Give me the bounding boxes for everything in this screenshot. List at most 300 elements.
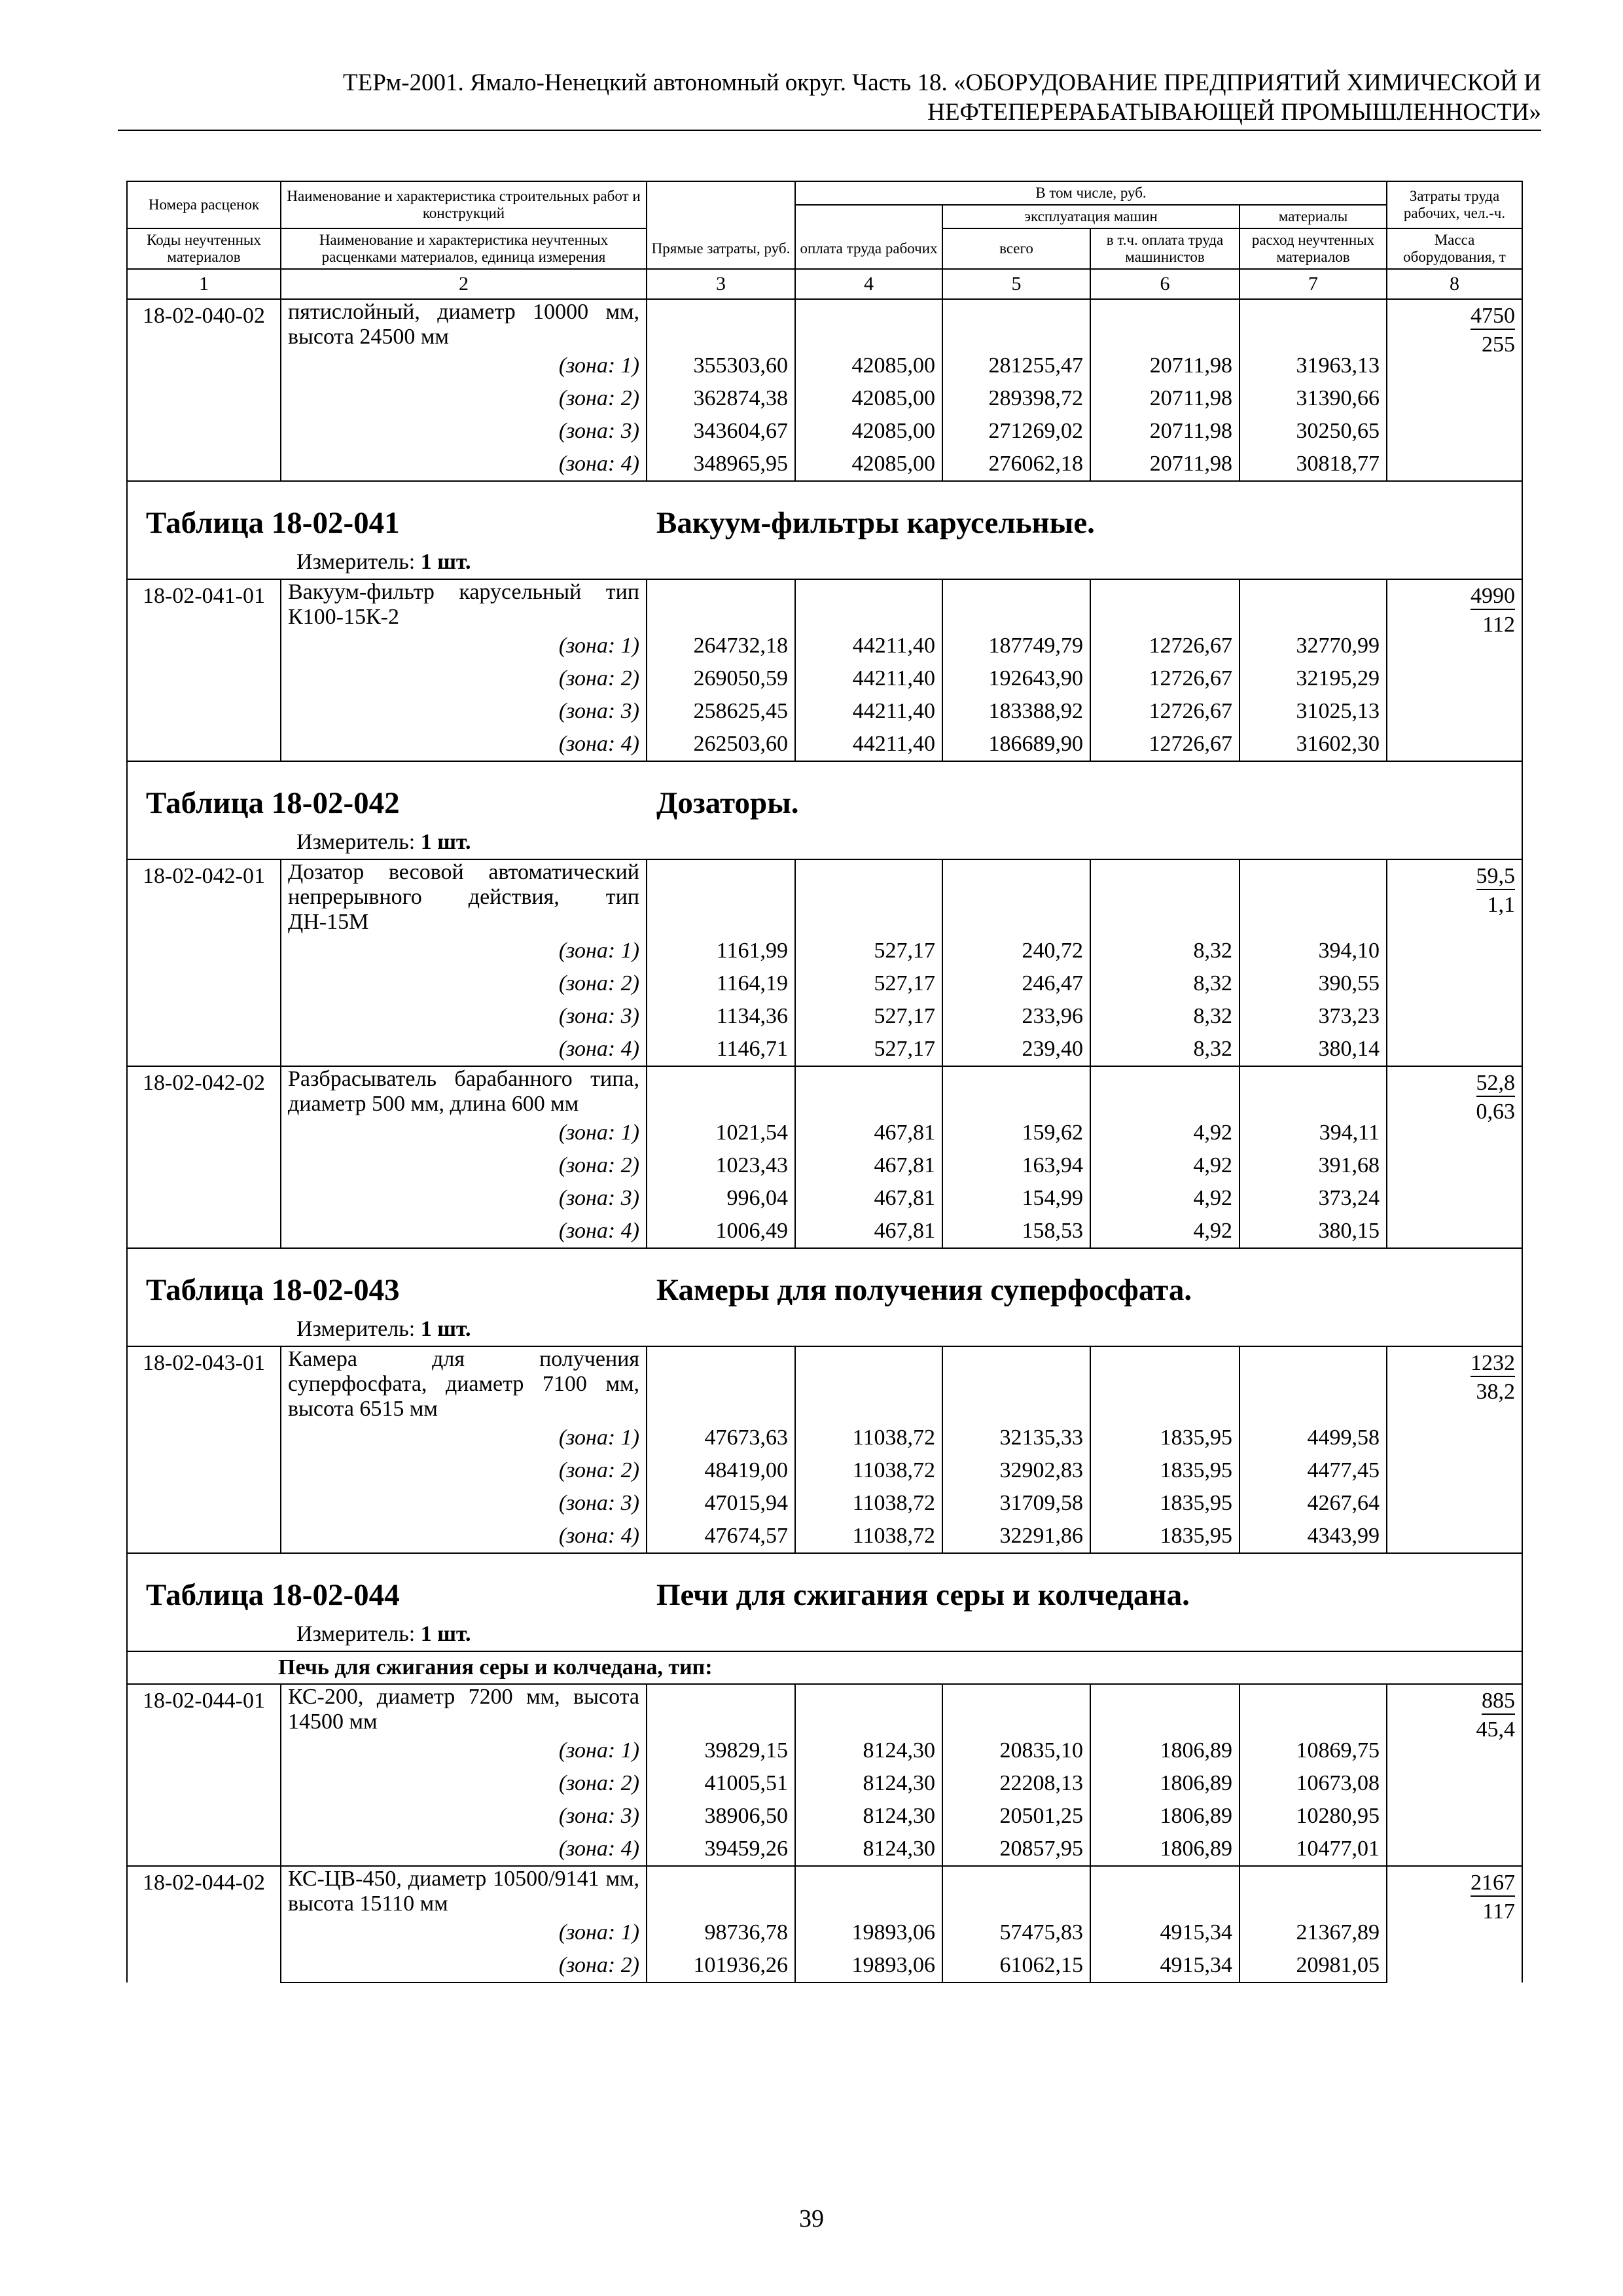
machinist-wages: 12726,67 [1090,630,1240,662]
empty-cell [647,1866,795,1916]
rate-row [127,579,1522,630]
col-unaccounted-name: Наименование и характеристика неучтенных расценками материалов, единица измерения [281,228,647,269]
machinist-wages: 20711,98 [1090,448,1240,481]
machine-costs: 32902,83 [942,1454,1090,1487]
material-costs: 390,55 [1240,967,1387,1000]
empty-cell [942,1866,1090,1916]
table-number: Таблица 18-02-041 [146,506,400,540]
mass-value: 38,2 [1476,1380,1516,1404]
empty-cell [647,299,795,350]
zone-row [127,1520,1522,1553]
direct-costs: 47673,63 [647,1422,795,1454]
machinist-wages: 20711,98 [1090,382,1240,415]
mass-value: 112 [1482,613,1516,637]
empty-cell [1090,859,1240,935]
labor-mass [1387,1866,1522,1982]
empty-cell [1240,299,1387,350]
rates-table [126,181,1523,1983]
machinist-wages: 12726,67 [1090,662,1240,695]
table-section-inner [146,482,1503,579]
worker-wages: 11038,72 [795,1487,942,1520]
table-section-header [127,1553,1522,1651]
empty-cell [795,859,942,935]
zone-label: (зона: 1) [281,1734,647,1767]
rate-row [127,1066,1522,1117]
material-costs: 4267,64 [1240,1487,1387,1520]
labor-mass [1387,579,1522,761]
worker-wages: 42085,00 [795,382,942,415]
col-direct-header-blank [647,181,795,228]
machinist-wages: 4,92 [1090,1182,1240,1215]
header-rule [118,130,1541,131]
machinist-wages: 8,32 [1090,1000,1240,1033]
empty-cell [647,1684,795,1734]
zone-label: (зона: 3) [281,1800,647,1833]
machinist-wages: 1806,89 [1090,1734,1240,1767]
material-costs: 31025,13 [1240,695,1387,728]
machinist-wages: 4,92 [1090,1117,1240,1149]
direct-costs: 362874,38 [647,382,795,415]
machine-costs: 240,72 [942,935,1090,967]
zone-row [127,1215,1522,1248]
direct-costs: 348965,95 [647,448,795,481]
machine-costs: 61062,15 [942,1949,1090,1982]
empty-cell [647,1346,795,1422]
machinist-wages: 4915,34 [1090,1949,1240,1982]
worker-wages: 11038,72 [795,1422,942,1454]
empty-cell [795,1066,942,1117]
machinist-wages: 1835,95 [1090,1454,1240,1487]
material-costs: 373,24 [1240,1182,1387,1215]
table-section-inner [146,762,1503,859]
zone-label: (зона: 3) [281,1182,647,1215]
direct-costs: 1161,99 [647,935,795,967]
zone-label: (зона: 2) [281,382,647,415]
mass-value: 117 [1482,1899,1516,1924]
machine-costs: 20501,25 [942,1800,1090,1833]
zone-label: (зона: 1) [281,1422,647,1454]
zone-row [127,1000,1522,1033]
labor-value: 1232 [1471,1351,1515,1377]
rates-table-body [127,181,1522,1982]
rate-row [127,1684,1522,1734]
material-costs: 30250,65 [1240,415,1387,448]
rate-code: 18-02-042-01 [127,859,281,1066]
empty-cell [1090,1866,1240,1916]
table-section [127,481,1522,579]
machinist-wages: 20711,98 [1090,415,1240,448]
machine-costs: 31709,58 [942,1487,1090,1520]
labor-mass [1387,1346,1522,1553]
machinist-wages: 12726,67 [1090,695,1240,728]
worker-wages: 11038,72 [795,1454,942,1487]
measure-label: Измеритель: [296,830,416,854]
machinist-wages: 12726,67 [1090,728,1240,761]
table-number: Таблица 18-02-044 [146,1578,400,1612]
rate-code: 18-02-040-02 [127,299,281,481]
zone-label: (зона: 1) [281,1916,647,1949]
direct-costs: 996,04 [647,1182,795,1215]
empty-cell [1240,579,1387,630]
material-costs: 32770,99 [1240,630,1387,662]
zone-label: (зона: 1) [281,1117,647,1149]
col-incl-machinists: в т.ч. оплата труда машинистов [1090,228,1240,269]
direct-costs: 47674,57 [647,1520,795,1553]
zone-label: (зона: 2) [281,1949,647,1982]
header-row-1 [127,181,1522,205]
machine-costs: 20857,95 [942,1833,1090,1866]
zone-row [127,1916,1522,1949]
machine-costs: 32135,33 [942,1422,1090,1454]
zone-row [127,1800,1522,1833]
direct-costs: 269050,59 [647,662,795,695]
rate-row [127,1866,1522,1916]
subheader-row [127,1651,1522,1684]
zone-label: (зона: 4) [281,1033,647,1066]
running-header [118,68,1541,127]
machine-costs: 159,62 [942,1117,1090,1149]
machine-costs: 57475,83 [942,1916,1090,1949]
material-costs: 31390,66 [1240,382,1387,415]
worker-wages: 44211,40 [795,695,942,728]
zone-label: (зона: 2) [281,1149,647,1182]
direct-costs: 343604,67 [647,415,795,448]
empty-cell [1240,1684,1387,1734]
rate-description: Дозатор весовой автоматический непрерывного действия, тип ДН-15М [281,859,647,935]
table-title: Камеры для получения суперфосфата. [656,1273,1192,1307]
machinist-wages: 8,32 [1090,1033,1240,1066]
direct-costs: 1164,19 [647,967,795,1000]
zone-row [127,382,1522,415]
col-name: Наименование и характеристика строительных работ и конструкций [281,181,647,228]
labor-mass [1387,1066,1522,1248]
material-costs: 391,68 [1240,1149,1387,1182]
material-costs: 4477,45 [1240,1454,1387,1487]
table-section-inner [146,1249,1503,1346]
direct-costs: 264732,18 [647,630,795,662]
zone-row [127,1422,1522,1454]
mass-value: 1,1 [1487,893,1516,917]
machine-costs: 271269,02 [942,415,1090,448]
machine-costs: 22208,13 [942,1767,1090,1800]
direct-costs: 1023,43 [647,1149,795,1182]
zone-row [127,1033,1522,1066]
material-costs: 20981,05 [1240,1949,1387,1982]
worker-wages: 42085,00 [795,350,942,382]
col-incl-header: В том числе, руб. [795,181,1387,205]
direct-costs: 1006,49 [647,1215,795,1248]
worker-wages: 527,17 [795,935,942,967]
material-costs: 32195,29 [1240,662,1387,695]
empty-cell [1240,1066,1387,1117]
zone-row [127,662,1522,695]
machinist-wages: 1835,95 [1090,1422,1240,1454]
direct-costs: 1134,36 [647,1000,795,1033]
col-number: 4 [795,269,942,299]
labor-value: 885 [1482,1689,1515,1715]
material-costs: 10280,95 [1240,1800,1387,1833]
table-section-header [127,1248,1522,1346]
machine-costs: 163,94 [942,1149,1090,1182]
rate-description: пятислойный, диаметр 10000 мм, высота 24500 мм [281,299,647,350]
direct-costs: 101936,26 [647,1949,795,1982]
worker-wages: 19893,06 [795,1916,942,1949]
zone-row [127,1117,1522,1149]
col-number: 6 [1090,269,1240,299]
material-costs: 380,14 [1240,1033,1387,1066]
empty-cell [942,299,1090,350]
empty-cell [1090,1346,1240,1422]
rate-description: КС-ЦВ-450, диаметр 10500/9141 мм, высота 15110 мм [281,1866,647,1916]
table-number: Таблица 18-02-042 [146,786,400,820]
zone-label: (зона: 1) [281,935,647,967]
direct-costs: 48419,00 [647,1454,795,1487]
machine-costs: 32291,86 [942,1520,1090,1553]
empty-cell [795,579,942,630]
direct-costs: 258625,45 [647,695,795,728]
col-number: 5 [942,269,1090,299]
labor-mass [1387,1684,1522,1866]
running-header-line-1: ТЕРм-2001. Ямало-Ненецкий автономный округ. Часть 18. «ОБОРУДОВАНИЕ ПРЕДПРИЯТИЙ ХИМИЧЕСКОЙ И [343,69,1541,96]
empty-cell [1240,859,1387,935]
material-costs: 394,11 [1240,1117,1387,1149]
rate-row [127,859,1522,935]
machine-costs: 187749,79 [942,630,1090,662]
direct-costs: 38906,50 [647,1800,795,1833]
zone-label: (зона: 4) [281,448,647,481]
rate-description: КС-200, диаметр 7200 мм, высота 14500 мм [281,1684,647,1734]
zone-label: (зона: 4) [281,1215,647,1248]
col-labor: Затраты труда рабочих, чел.-ч. [1387,181,1522,228]
direct-costs: 39459,26 [647,1833,795,1866]
worker-wages: 44211,40 [795,728,942,761]
machine-costs: 239,40 [942,1033,1090,1066]
zone-label: (зона: 1) [281,350,647,382]
page-number: 39 [799,2205,824,2233]
machinist-wages: 4915,34 [1090,1916,1240,1949]
worker-wages: 19893,06 [795,1949,942,1982]
table-title: Вакуум-фильтры карусельные. [656,506,1095,540]
zone-row [127,1487,1522,1520]
table-title: Печи для сжигания серы и колчедана. [656,1578,1190,1612]
direct-costs: 1146,71 [647,1033,795,1066]
col-number: 8 [1387,269,1522,299]
material-costs: 4499,58 [1240,1422,1387,1454]
zone-row [127,1182,1522,1215]
col-machine-ops: эксплуатация машин [942,205,1240,228]
empty-cell [647,1066,795,1117]
machinist-wages: 1835,95 [1090,1520,1240,1553]
machine-costs: 183388,92 [942,695,1090,728]
col-number: 1 [127,269,281,299]
col-number: 7 [1240,269,1387,299]
empty-cell [647,579,795,630]
empty-cell [795,299,942,350]
machinist-wages: 8,32 [1090,935,1240,967]
empty-cell [1240,1346,1387,1422]
measure-label: Измеритель: [296,1317,416,1341]
labor-value: 59,5 [1476,864,1516,890]
zone-row [127,1767,1522,1800]
empty-cell [1090,579,1240,630]
table-measure [296,1618,471,1651]
machine-costs: 158,53 [942,1215,1090,1248]
direct-costs: 262503,60 [647,728,795,761]
empty-cell [795,1684,942,1734]
measure-value: 1 шт. [420,1317,471,1341]
worker-wages: 527,17 [795,1033,942,1066]
col-number: 3 [647,269,795,299]
material-costs: 10869,75 [1240,1734,1387,1767]
rate-code: 18-02-044-01 [127,1684,281,1866]
table-section-inner [146,1554,1503,1651]
worker-wages: 8124,30 [795,1800,942,1833]
zone-row [127,695,1522,728]
material-costs: 30818,77 [1240,448,1387,481]
zone-row [127,935,1522,967]
machinist-wages: 20711,98 [1090,350,1240,382]
worker-wages: 44211,40 [795,662,942,695]
empty-cell [942,1684,1090,1734]
table-section-header [127,761,1522,859]
zone-label: (зона: 2) [281,1767,647,1800]
labor-value: 52,8 [1476,1071,1516,1097]
zone-row [127,1734,1522,1767]
mass-value: 45,4 [1476,1717,1516,1742]
worker-wages: 44211,40 [795,630,942,662]
machine-costs: 186689,90 [942,728,1090,761]
measure-value: 1 шт. [420,1622,471,1646]
mass-value: 255 [1482,332,1516,357]
labor-value: 4750 [1471,304,1515,330]
labor-value: 4990 [1471,584,1515,610]
table-measure [296,1313,471,1346]
worker-wages: 527,17 [795,967,942,1000]
zone-label: (зона: 4) [281,1833,647,1866]
table-measure [296,826,471,859]
zone-row [127,1149,1522,1182]
table-section [127,1248,1522,1346]
empty-cell [1240,1866,1387,1916]
rate-code: 18-02-044-02 [127,1866,281,1982]
direct-costs: 355303,60 [647,350,795,382]
empty-cell [1090,1066,1240,1117]
rate-code: 18-02-043-01 [127,1346,281,1553]
zone-row [127,1833,1522,1866]
col-codes: Коды неучтенных материалов [127,228,281,269]
zone-label: (зона: 3) [281,415,647,448]
column-numbers-row [127,269,1522,299]
machinist-wages: 1806,89 [1090,1800,1240,1833]
worker-wages: 8124,30 [795,1767,942,1800]
machinist-wages: 8,32 [1090,967,1240,1000]
zone-label: (зона: 3) [281,1487,647,1520]
direct-costs: 98736,78 [647,1916,795,1949]
labor-value: 2167 [1471,1871,1515,1897]
labor-mass [1387,299,1522,481]
zone-row [127,728,1522,761]
direct-costs: 41005,51 [647,1767,795,1800]
zone-label: (зона: 3) [281,1000,647,1033]
machinist-wages: 1835,95 [1090,1487,1240,1520]
zone-label: (зона: 4) [281,1520,647,1553]
measure-label: Измеритель: [296,550,416,574]
measure-value: 1 шт. [420,830,471,854]
measure-value: 1 шт. [420,550,471,574]
measure-label: Измеритель: [296,1622,416,1646]
worker-wages: 8124,30 [795,1734,942,1767]
material-costs: 31963,13 [1240,350,1387,382]
worker-wages: 42085,00 [795,415,942,448]
machine-costs: 281255,47 [942,350,1090,382]
col-wages-blank [795,205,942,228]
zone-row [127,630,1522,662]
empty-cell [647,859,795,935]
rate-code: 18-02-042-02 [127,1066,281,1248]
col-wages: оплата труда рабочих [795,228,942,269]
rate-code: 18-02-041-01 [127,579,281,761]
zone-label: (зона: 3) [281,695,647,728]
zone-row [127,448,1522,481]
zone-row [127,1949,1522,1982]
worker-wages: 467,81 [795,1215,942,1248]
machine-costs: 20835,10 [942,1734,1090,1767]
rate-row [127,299,1522,350]
col-total: всего [942,228,1090,269]
zone-row [127,415,1522,448]
empty-cell [1090,299,1240,350]
rate-row [127,1346,1522,1422]
zone-label: (зона: 2) [281,1454,647,1487]
machine-costs: 192643,90 [942,662,1090,695]
empty-cell [795,1866,942,1916]
direct-costs: 1021,54 [647,1117,795,1149]
zone-label: (зона: 2) [281,967,647,1000]
mass-value: 0,63 [1476,1100,1516,1124]
zone-label: (зона: 1) [281,630,647,662]
material-costs: 4343,99 [1240,1520,1387,1553]
machine-costs: 246,47 [942,967,1090,1000]
subheader-text: Печь для сжигания серы и колчедана, тип: [127,1651,1522,1684]
machine-costs: 276062,18 [942,448,1090,481]
zone-label: (зона: 2) [281,662,647,695]
table-section-header [127,481,1522,579]
labor-mass [1387,859,1522,1066]
worker-wages: 11038,72 [795,1520,942,1553]
running-header-line-2: НЕФТЕПЕРЕРАБАТЫВАЮЩЕЙ ПРОМЫШЛЕННОСТИ» [927,99,1541,126]
machinist-wages: 1806,89 [1090,1767,1240,1800]
worker-wages: 42085,00 [795,448,942,481]
worker-wages: 8124,30 [795,1833,942,1866]
zone-row [127,967,1522,1000]
col-equipment-mass: Масса оборудования, т [1387,228,1522,269]
col-number: 2 [281,269,647,299]
table-title: Дозаторы. [656,786,799,820]
table-section [127,761,1522,859]
rate-description: Вакуум-фильтр карусельный тип К100-15К-2 [281,579,647,630]
table-section [127,1553,1522,1651]
machinist-wages: 4,92 [1090,1149,1240,1182]
table-measure [296,546,471,579]
material-costs: 21367,89 [1240,1916,1387,1949]
machinist-wages: 1806,89 [1090,1833,1240,1866]
zone-row [127,1454,1522,1487]
col-direct: Прямые затраты, руб. [647,228,795,269]
direct-costs: 39829,15 [647,1734,795,1767]
worker-wages: 467,81 [795,1182,942,1215]
empty-cell [942,1066,1090,1117]
empty-cell [942,1346,1090,1422]
